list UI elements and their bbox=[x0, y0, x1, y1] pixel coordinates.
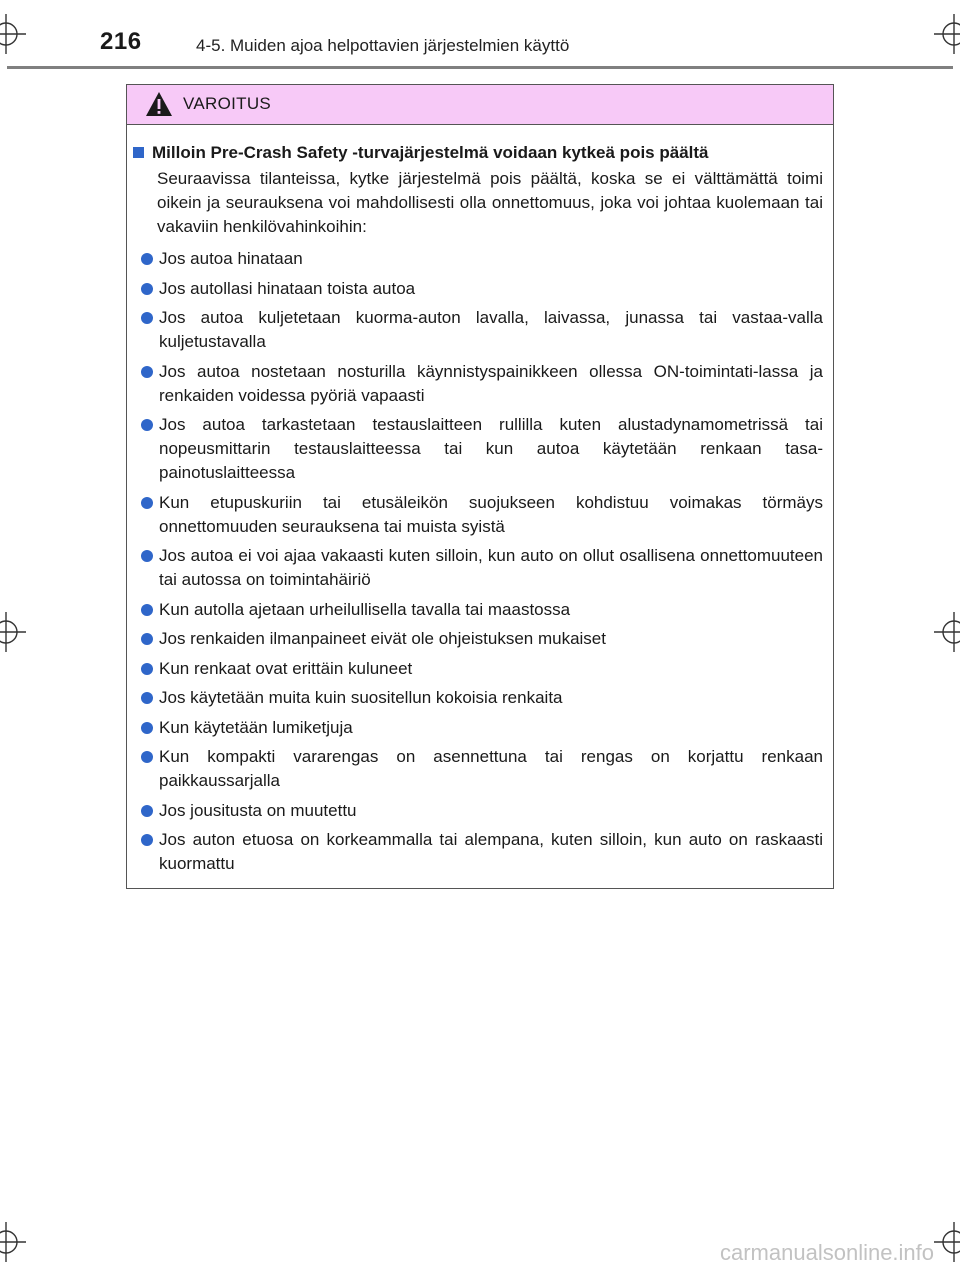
watermark: carmanualsonline.info bbox=[720, 1240, 935, 1265]
square-bullet-icon bbox=[133, 147, 144, 158]
list-item bbox=[133, 360, 823, 408]
bullet-dot-icon bbox=[141, 692, 153, 704]
list-item bbox=[133, 413, 823, 485]
list-item bbox=[133, 247, 823, 271]
list-item-text: Kun autolla ajetaan urheilullisella tavalla tai maastossa bbox=[159, 599, 571, 619]
section-title: 4-5. Muiden ajoa helpottavien järjestelmien käyttö bbox=[196, 36, 570, 55]
bullet-dot-icon bbox=[141, 834, 153, 846]
warning-intro: Seuraavissa tilanteissa, kytke järjestelmä pois päältä, koska se ei välttämättä toimi oikein ja seurauksena voi mahdollisesti olla onnettomuus, joka voi johtaa kuolemaan tai vakaviin henkilövahinkoihin: bbox=[157, 169, 823, 236]
registration-mark-icon bbox=[934, 1222, 960, 1262]
bullet-dot-icon bbox=[141, 604, 153, 616]
warning-list bbox=[133, 247, 823, 876]
list-item bbox=[133, 686, 823, 710]
warning-label: VAROITUS bbox=[183, 94, 272, 113]
registration-mark-icon bbox=[0, 14, 26, 54]
bullet-dot-icon bbox=[141, 312, 153, 324]
registration-mark-icon bbox=[934, 612, 960, 652]
list-item bbox=[133, 657, 823, 681]
list-item bbox=[133, 716, 823, 740]
bullet-dot-icon bbox=[141, 497, 153, 509]
warning-subheading bbox=[133, 141, 823, 165]
page-number: 216 bbox=[100, 28, 142, 55]
list-item bbox=[133, 491, 823, 539]
header-divider bbox=[7, 66, 953, 69]
list-item-text: Jos jousitusta on muutettu bbox=[159, 800, 357, 820]
list-item-text: Kun etupuskuriin tai etusäleikön suojukseen kohdistuu voimakas törmäys onnettomuuden seurauksena tai muista syistä bbox=[159, 492, 823, 536]
list-item bbox=[133, 799, 823, 823]
bullet-dot-icon bbox=[141, 805, 153, 817]
warning-triangle-icon bbox=[145, 91, 173, 117]
list-item-text: Jos autoa tarkastetaan testauslaitteen rullilla kuten alustadynamometrissä tai nopeusmittarin testauslaitteessa tai kun autoa käytetään renkaan tasa-painotuslaitteessa bbox=[159, 415, 823, 482]
list-item-text: Jos autoa nostetaan nosturilla käynnistyspainikkeen ollessa ON-toimintati-lassa ja renkaiden voidessa pyöriä vapaasti bbox=[159, 361, 823, 405]
bullet-dot-icon bbox=[141, 550, 153, 562]
list-item bbox=[133, 277, 823, 301]
list-item-text: Jos renkaiden ilmanpaineet eivät ole ohjeistuksen mukaiset bbox=[159, 629, 606, 648]
list-item bbox=[133, 544, 823, 592]
list-item-text: Kun renkaat ovat erittäin kuluneet bbox=[159, 658, 413, 678]
list-item bbox=[133, 306, 823, 354]
warning-box bbox=[126, 84, 834, 889]
list-item-text: Jos autoa kuljetetaan kuorma-auton lavalla, laivassa, junassa tai vastaa-valla kuljetustavalla bbox=[159, 308, 823, 351]
list-item bbox=[133, 598, 823, 622]
warning-header bbox=[127, 85, 833, 125]
bullet-dot-icon bbox=[141, 663, 153, 675]
bullet-dot-icon bbox=[141, 419, 153, 431]
list-item bbox=[133, 828, 823, 876]
list-item-text: Jos autollasi hinataan toista autoa bbox=[159, 278, 416, 298]
registration-mark-icon bbox=[0, 1222, 26, 1262]
bullet-dot-icon bbox=[141, 751, 153, 763]
list-item-text: Kun kompakti vararengas on asennettuna tai rengas on korjattu renkaan paikkaussarjalla bbox=[159, 747, 823, 790]
list-item-text: Jos auton etuosa on korkeammalla tai alempana, kuten silloin, kun auto on raskaasti kuormattu bbox=[159, 830, 823, 873]
bullet-dot-icon bbox=[141, 253, 153, 265]
bullet-dot-icon bbox=[141, 722, 153, 734]
list-item-text: Kun käytetään lumiketjuja bbox=[159, 717, 353, 737]
bullet-dot-icon bbox=[141, 366, 153, 378]
list-item bbox=[133, 627, 823, 651]
list-item-text: Jos autoa ei voi ajaa vakaasti kuten silloin, kun auto on ollut osallisena onnettomuuteen tai autossa on toimintahäiriö bbox=[159, 546, 823, 589]
list-item-text: Jos käytetään muita kuin suositellun kokoisia renkaita bbox=[159, 688, 563, 707]
warning-heading-text: Milloin Pre-Crash Safety -turvajärjestelmä voidaan kytkeä pois päältä bbox=[152, 143, 709, 162]
warning-body bbox=[127, 125, 833, 876]
registration-mark-icon bbox=[934, 14, 960, 54]
list-item bbox=[133, 745, 823, 793]
bullet-dot-icon bbox=[141, 283, 153, 295]
bullet-dot-icon bbox=[141, 633, 153, 645]
registration-mark-icon bbox=[0, 612, 26, 652]
list-item-text: Jos autoa hinataan bbox=[159, 249, 303, 268]
